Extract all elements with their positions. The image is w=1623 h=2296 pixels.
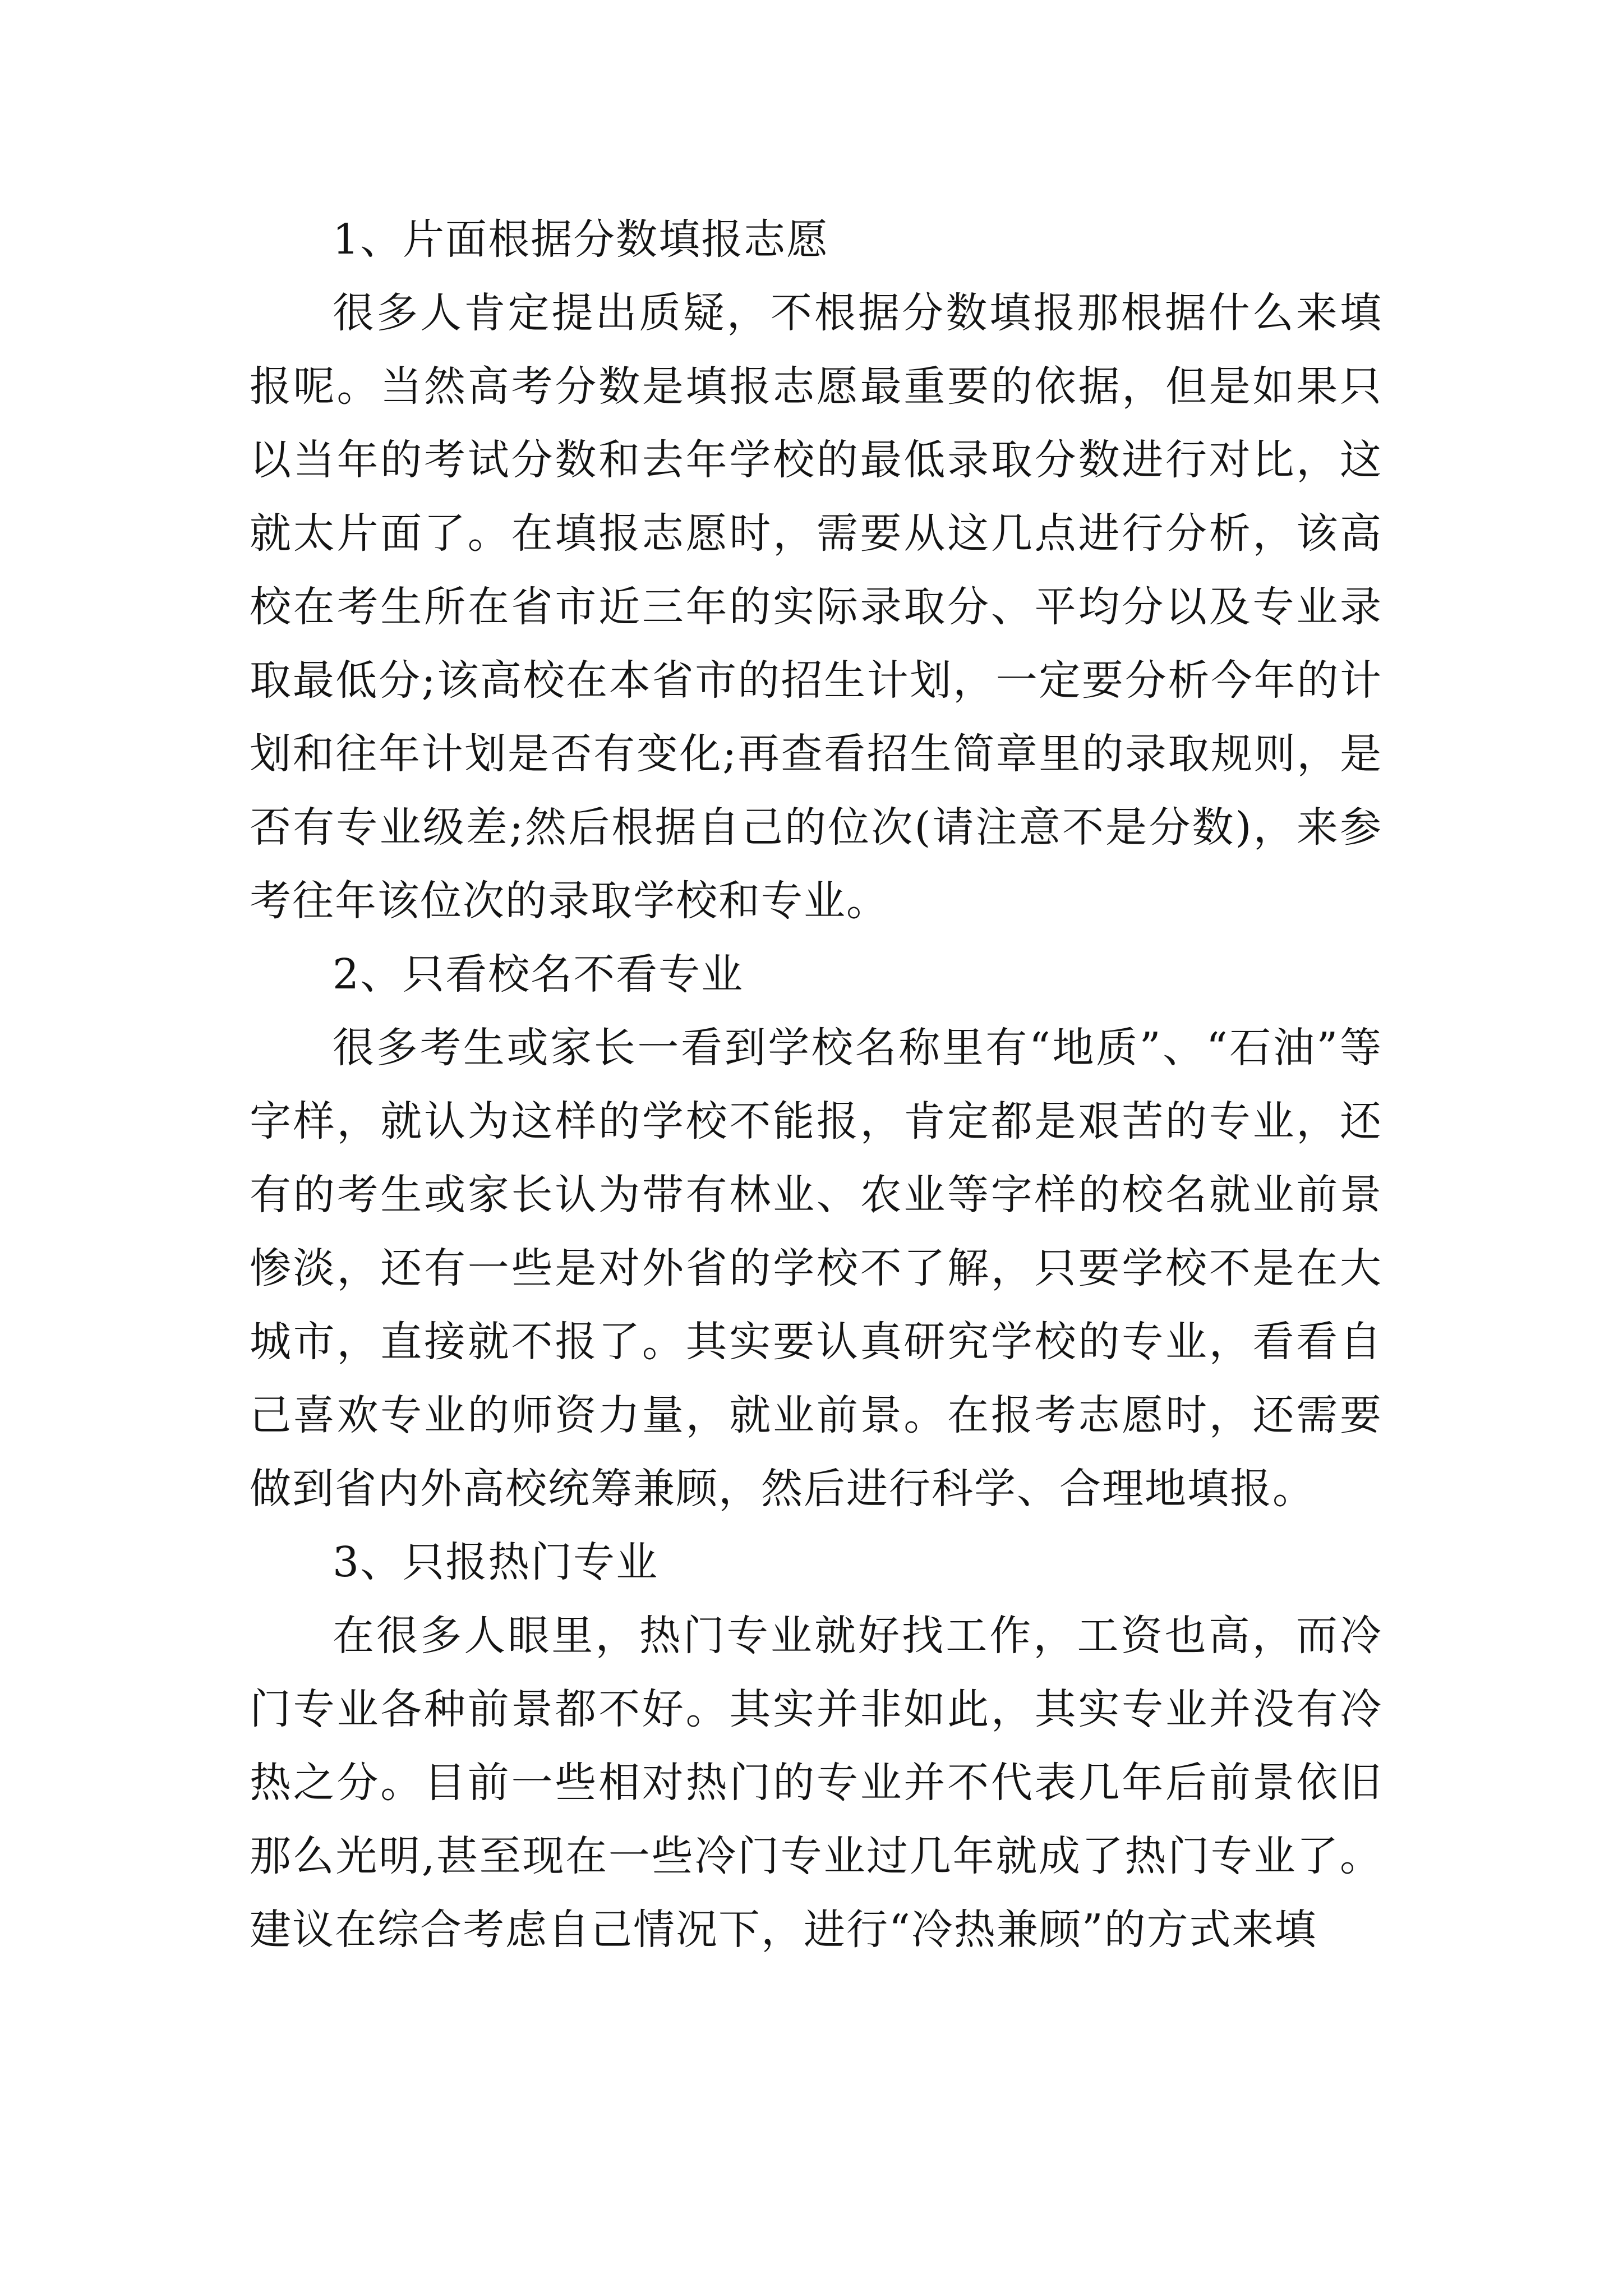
section-heading-3: 3、只报热门专业: [333, 1538, 659, 1586]
section-heading-1: 1、片面根据分数填报志愿: [333, 215, 829, 264]
document-body: [250, 203, 1382, 1967]
section-paragraph-3: 在很多人眼里，热门专业就好找工作，工资也高，而冷门专业各种前景都不好。其实并非如此，其实专业并没有冷热之分。目前一些相对热门的专业并不代表几年后前景依旧那么光明,甚至现在一些冷门专业过几年就成了热门专业了。建议在综合考虑自己情况下，进行“冷热兼顾”的方式来填: [250, 1612, 1382, 1954]
section-paragraph-2: 很多考生或家长一看到学校名称里有“地质”、“石油”等字样，就认为这样的学校不能报，肯定都是艰苦的专业，还有的考生或家长认为带有林业、农业等字样的校名就业前景惨淡，还有一些是对外省的学校不了解，只要学校不是在大城市，直接就不报了。其实要认真研究学校的专业，看看自己喜欢专业的师资力量，就业前景。在报考志愿时，还需要做到省内外高校统筹兼顾，然后进行科学、合理地填报。: [250, 1024, 1382, 1513]
section-heading-2: 2、只看校名不看专业: [333, 950, 744, 999]
section-paragraph-1: 很多人肯定提出质疑，不根据分数填报那根据什么来填报呢。当然高考分数是填报志愿最重要的依据，但是如果只以当年的考试分数和去年学校的最低录取分数进行对比，这就太片面了。在填报志愿时，需要从这几点进行分析，该高校在考生所在省市近三年的实际录取分、平均分以及专业录取最低分;该高校在本省市的招生计划，一定要分析今年的计划和往年计划是否有变化;再查看招生简章里的录取规则，是否有专业级差;然后根据自己的位次(请注意不是分数)，来参考往年该位次的录取学校和专业。: [250, 289, 1382, 925]
